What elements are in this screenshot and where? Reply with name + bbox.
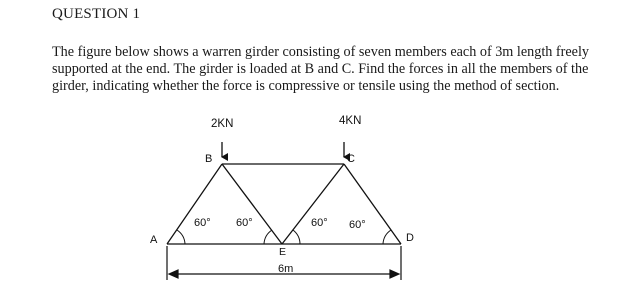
- angle-label-3: 60°: [311, 217, 328, 229]
- angle-arc-a: [177, 230, 185, 244]
- angle-label-1: 60°: [194, 217, 211, 229]
- node-label-e: E: [279, 246, 287, 258]
- dimension-arrow-right: [390, 270, 399, 278]
- angle-arc-d: [383, 230, 391, 244]
- question-heading: QUESTION 1: [52, 6, 141, 22]
- dimension-arrow-left: [169, 270, 178, 278]
- question-text: The figure below shows a warren girder consisting of seven members each of 3m length freely supported at the end. The girder is loaded at B and C. Find the forces in all the members of the girder, indicating whether the force is compressive or tensile using the method of section.: [52, 44, 589, 94]
- node-label-a: A: [150, 234, 158, 246]
- angle-label-2: 60°: [236, 217, 253, 229]
- load-label-b: 2KN: [211, 118, 234, 130]
- node-label-c: C: [347, 153, 355, 165]
- load-arrows: [222, 142, 344, 157]
- member-ab: [167, 164, 222, 244]
- angle-arc-e-left: [264, 230, 272, 244]
- angle-label-4: 60°: [349, 219, 366, 231]
- load-label-c: 4KN: [339, 115, 362, 127]
- node-label-d: D: [406, 232, 414, 244]
- node-label-b: B: [205, 153, 213, 165]
- member-cd: [344, 164, 401, 244]
- span-label: 6m: [278, 263, 294, 275]
- member-be: [222, 164, 282, 244]
- truss-members: [167, 164, 401, 244]
- member-ec: [282, 164, 344, 244]
- angle-arc-e-right: [293, 230, 300, 244]
